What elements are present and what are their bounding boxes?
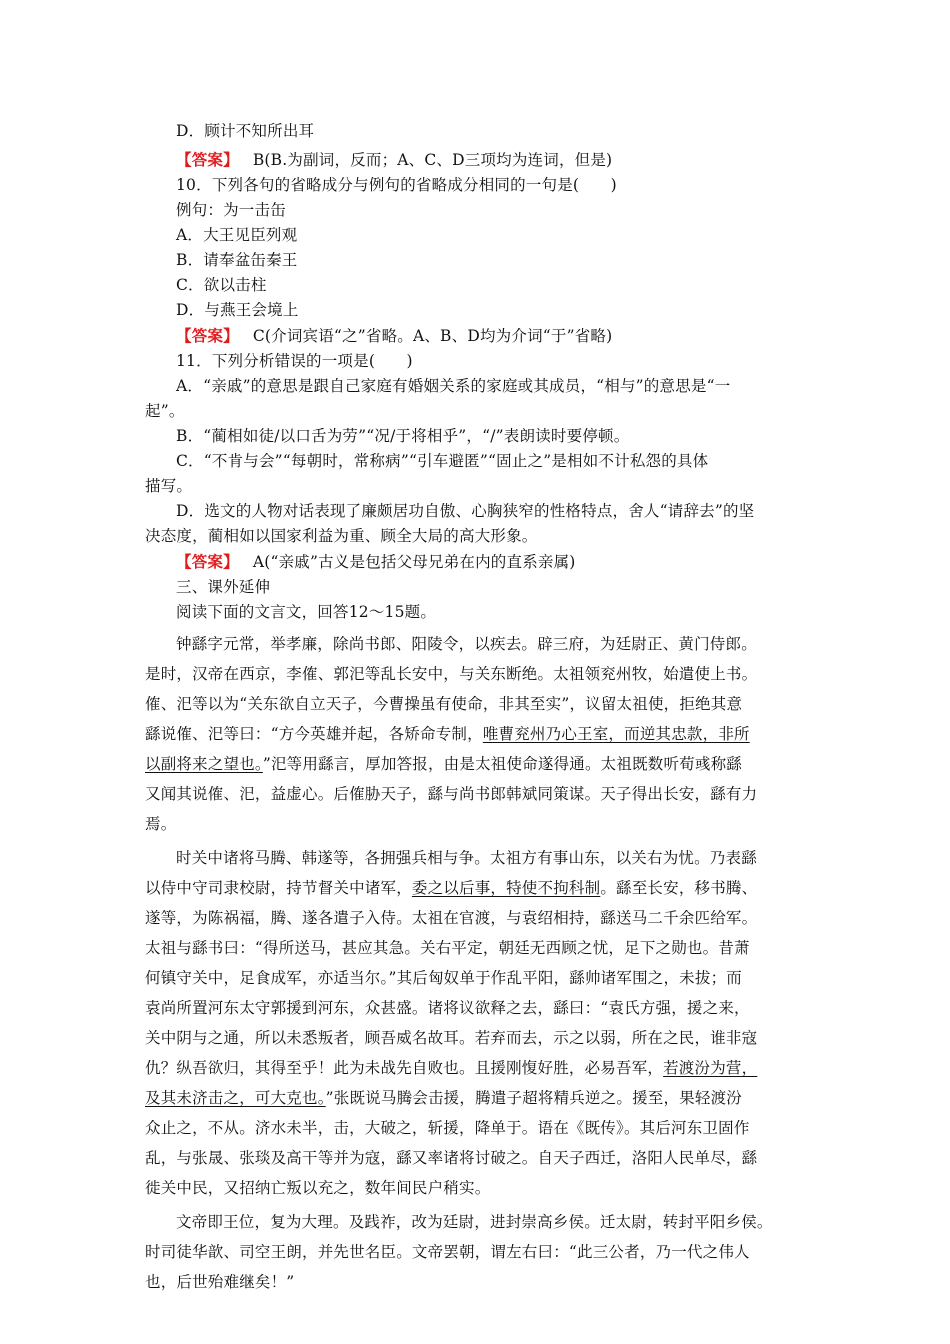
passage-line: 徙关中民，又招纳亡叛以充之，数年间民户稍实。 xyxy=(145,1179,491,1197)
q11-stem: 11．下列分析错误的一项是( ) xyxy=(176,352,413,370)
section-3 xyxy=(145,575,805,625)
q11-answer xyxy=(145,549,805,575)
passage-line: 也，后世殆难继矣！” xyxy=(145,1273,295,1291)
passage-line: 太祖与繇书曰：“得所送马，甚应其急。关右平定，朝廷无西顾之忧，足下之勋也。昔萧 xyxy=(145,939,750,957)
passage-text: ”张既说马腾会击援，腾遣子超将精兵逆之。援至，果轻渡汾 xyxy=(325,1089,742,1107)
q11-option-c-line2: 描写。 xyxy=(145,477,193,495)
passage-line: 袁尚所置河东太守郭援到河东，众甚盛。诸将议欲释之去，繇曰：“袁氏方强，援之来， xyxy=(145,999,750,1017)
answer-text: C(介词宾语“之”省略。A、B、D均为介词“于”省略) xyxy=(252,327,613,345)
answer-label: 【答案】 xyxy=(176,150,239,169)
passage-text: 繇说傕、汜等曰：“方今英雄并起，各矫命专制， xyxy=(145,725,483,743)
underlined-sentence: 委之以后事，特使不拘科制 xyxy=(411,879,601,897)
q11-option-c-line1: C．“不肯与会”“每朝时，常称病”“引车避匿”“固止之”是相如不计私怨的具体 xyxy=(176,452,709,470)
passage-line: 何镇守关中，足食成军，亦适当尔。”其后匈奴单于作乱平阳，繇帅诸军围之，未拔；而 xyxy=(145,969,742,987)
passage-line: 关中阴与之通，所以未悉叛者，顾吾威名故耳。若弃而去，示之以弱，所在之民，谁非寇 xyxy=(145,1029,758,1047)
passage-text: ”汜等用繇言，厚加答报，由是太祖使命遂得通。太祖既数听荀彧称繇 xyxy=(262,755,742,773)
passage-line: 遂等，为陈祸福，腾、遂各遣子入侍。太祖在官渡，与袁绍相持，繇送马二千余匹给军。 xyxy=(145,909,758,927)
passage-paragraph-3 xyxy=(145,1207,805,1297)
passage-line xyxy=(145,1053,805,1083)
passage-line: 钟繇字元常，举孝廉，除尚书郎、阳陵令，以疾去。辟三府，为廷尉正、黄门侍郎。 xyxy=(176,635,757,653)
underlined-sentence: 以副将来之望也。 xyxy=(145,755,263,773)
passage-line xyxy=(145,749,805,779)
q10-option-a: A．大王见臣列观 xyxy=(176,226,298,244)
section-instruction: 阅读下面的文言文，回答12～15题。 xyxy=(176,603,437,621)
passage-line: 傕、汜等以为“关东欲自立天子，今曹操虽有使命，非其至实”，议留太祖使，拒绝其意 xyxy=(145,695,743,713)
passage-line: 又闻其说傕、汜，益虚心。后傕胁天子，繇与尚书郎韩斌同策谋。天子得出长安，繇有力 xyxy=(145,785,758,803)
underlined-sentence: 唯曹兖州乃心王室，而逆其忠款，非所 xyxy=(482,725,750,743)
underlined-sentence: 及其未济击之，可大克也。 xyxy=(145,1089,326,1107)
answer-label: 【答案】 xyxy=(176,552,239,571)
passage-line xyxy=(145,1083,805,1113)
document-body xyxy=(145,119,805,1297)
q11-option-a-line2: 起”。 xyxy=(145,402,185,420)
q9-answer xyxy=(145,147,805,173)
q9-option-d: D．顾计不知所出耳 xyxy=(176,122,315,140)
question-9-tail xyxy=(145,119,805,173)
passage-line xyxy=(145,873,805,903)
q10-option-c: C．欲以击柱 xyxy=(176,276,267,294)
passage-line: 焉。 xyxy=(145,815,177,833)
passage-line: 是时，汉帝在西京，李傕、郭汜等乱长安中，与关东断绝。太祖领兖州牧，始遣使上书。 xyxy=(145,665,758,683)
q11-option-d-line2: 决态度，蔺相如以国家利益为重、顾全大局的高大形象。 xyxy=(145,527,538,545)
passage-line: 时关中诸将马腾、韩遂等，各拥强兵相与争。太祖方有事山东，以关右为忧。乃表繇 xyxy=(176,849,757,867)
question-10 xyxy=(145,173,805,349)
q11-option-b: B．“蔺相如徒/以口舌为劳”“况/于将相乎”，“/”表朗读时要停顿。 xyxy=(176,427,630,445)
question-11 xyxy=(145,349,805,575)
passage-line: 众止之，不从。济水未半，击，大破之，斩援，降单于。语在《既传》。其后河东卫固作 xyxy=(145,1119,750,1137)
q10-option-b: B．请奉盆缶秦王 xyxy=(176,251,298,269)
q10-answer xyxy=(145,323,805,349)
passage-line: 时司徒华歆、司空王朗，并先世名臣。文帝罢朝，谓左右曰：“此三公者，乃一代之伟人 xyxy=(145,1243,750,1261)
passage-text: 仇？纵吾欲归，其得至乎！此为未战先自败也。且援刚愎好胜，必易吾军， xyxy=(145,1059,664,1077)
answer-text: A(“亲戚”古义是包括父母兄弟在内的直系亲属) xyxy=(252,553,576,571)
passage-text: 以侍中守司隶校尉，持节督关中诸军， xyxy=(145,879,412,897)
section-heading: 三、课外延伸 xyxy=(176,578,271,596)
underlined-sentence: 若渡汾为营， xyxy=(663,1059,758,1077)
q10-option-d: D．与燕王会境上 xyxy=(176,301,299,319)
q11-option-a-line1: A．“亲戚”的意思是跟自己家庭有婚姻关系的家庭或其成员，“相与”的意思是“一 xyxy=(176,377,731,395)
passage-paragraph-2 xyxy=(145,843,805,1203)
passage-line: 乱，与张晟、张琰及高干等并为寇，繇又率诸将讨破之。自天子西迁，洛阳人民单尽，繇 xyxy=(145,1149,758,1167)
passage-paragraph-1 xyxy=(145,629,805,839)
q11-option-d-line1: D．选文的人物对话表现了廉颇居功自傲、心胸狭窄的性格特点，舍人“请辞去”的坚 xyxy=(176,502,755,520)
q10-stem: 10．下列各句的省略成分与例句的省略成分相同的一句是( ) xyxy=(176,176,617,194)
answer-label: 【答案】 xyxy=(176,326,239,345)
passage-line xyxy=(145,719,805,749)
passage-line: 文帝即王位，复为大理。及践祚，改为廷尉，进封崇高乡侯。迁太尉，转封平阳乡侯。 xyxy=(176,1213,773,1231)
answer-text: B(B.为副词，反而；A、C、D三项均为连词，但是) xyxy=(252,151,613,169)
q10-example: 例句：为一击缶 xyxy=(176,201,286,219)
passage-text: 。繇至长安，移书腾、 xyxy=(600,879,758,897)
